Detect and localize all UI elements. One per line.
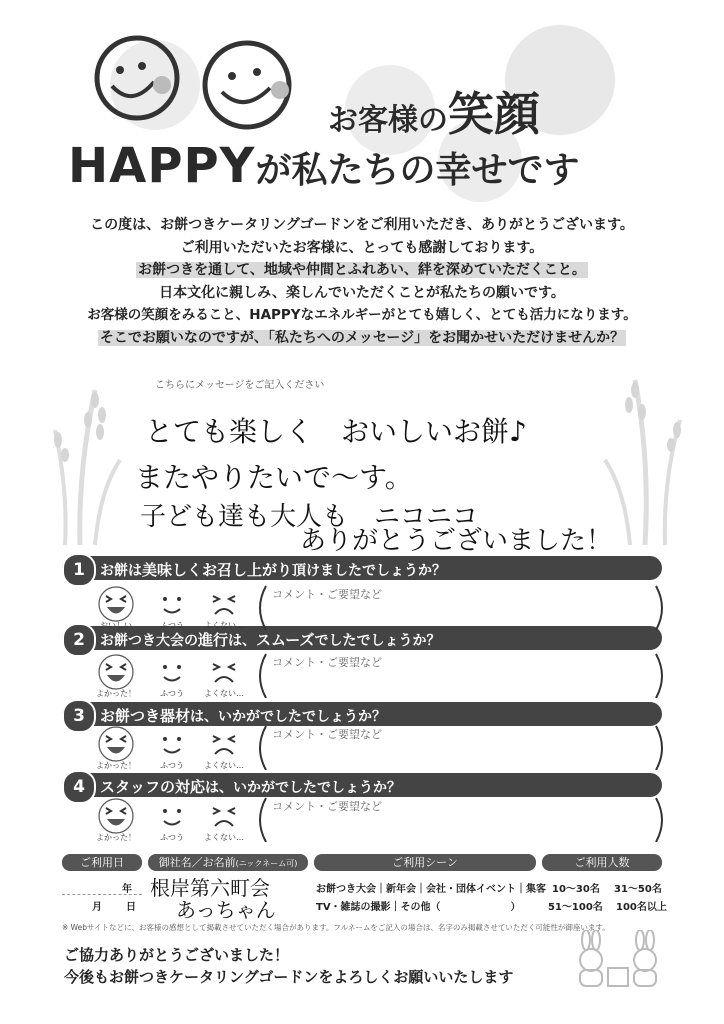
face-label: よくない…: [204, 689, 244, 698]
q1-post: 頂けましたでしょうか？: [292, 563, 447, 579]
question-1-bar: [62, 556, 662, 580]
question-1-number: 1: [62, 553, 96, 587]
day-label: 日: [126, 902, 136, 913]
count-option-4[interactable]: 100名以上: [616, 902, 667, 913]
intro-line-1: この度は、お餅つきケータリングゴードンをご利用いただき、ありがとうございます。: [90, 217, 634, 233]
date-field-line: [62, 894, 142, 895]
q3-post: は、いかがでしたでしょうか？: [190, 709, 387, 725]
title-happy: HAPPY: [68, 138, 256, 194]
face-label: ふつう: [160, 689, 184, 698]
scene-head: ご利用シーン: [314, 854, 536, 871]
q1-pre: お餅は: [100, 563, 142, 579]
q2-bold: 進行: [198, 631, 229, 649]
message-line-3[interactable]: 子ども達も大人も ニコニコ: [140, 502, 479, 532]
thanks-line-2: 今後もお餅つきケータリングゴードンをよろしくお願いいたします: [64, 968, 514, 986]
sad-face-icon[interactable]: [204, 724, 244, 764]
smile-face-icon[interactable]: [96, 584, 136, 624]
q4-pre: スタッフの対応: [100, 778, 206, 796]
q1-bold: 美味しくお召し上がり: [142, 561, 293, 579]
comment-label: コメント・ご要望など: [272, 728, 382, 741]
face-label: おいしい: [100, 621, 132, 630]
intro-line-4: 日本文化に親しみ、楽しんでいただくことが私たちの願いです。: [159, 284, 565, 301]
question-2-number: 2: [62, 623, 96, 657]
q2-mid: は、: [228, 633, 257, 649]
intro-line-6-text: そこでお願いなのですが、「私たちへのメッセージ」をお聞かせいただけませんか？: [99, 329, 625, 346]
scene-options-1[interactable]: お餅つき大会｜新年会｜会社・団体イベント｜集客: [316, 884, 546, 895]
name-head: [148, 854, 308, 871]
smiley-logo-icon: [92, 30, 322, 130]
smile-face-icon[interactable]: [96, 652, 136, 692]
title-line2: [68, 138, 579, 194]
face-label: よくない…: [204, 833, 244, 842]
face-label: ふつう: [160, 761, 184, 770]
face-label: よくない…: [204, 761, 244, 770]
smile-face-icon[interactable]: [96, 796, 136, 836]
q4-post: は、いかがでしたでしょうか？: [205, 780, 402, 796]
face-label: よくない…: [204, 621, 244, 630]
scene-options-2[interactable]: TV・雑誌の撮影｜その他（ ）: [316, 902, 521, 913]
question-3-number: 3: [62, 699, 96, 733]
message-line-2[interactable]: またやりたいで〜す。: [135, 461, 413, 494]
face-label: ふつう: [160, 833, 184, 842]
face-label: ふつう: [160, 621, 184, 630]
face-label: よかった！: [96, 833, 136, 842]
title-big: 笑顔: [448, 87, 540, 141]
count-head: ご利用人数: [542, 854, 662, 871]
intro-line-5: お客様の笑顔をみること、HAPPYなエネルギーがとても嬉しく、とても活力になります。: [87, 307, 637, 323]
question-1-text: [100, 559, 446, 580]
name-handwritten-1[interactable]: 根岸第六町会: [150, 876, 270, 900]
name-head-text: 御社名／お名前: [158, 856, 236, 869]
title-prefix: お客様の: [328, 103, 448, 138]
thanks-line-1: ご協力ありがとうございました！: [64, 946, 290, 964]
comment-label: コメント・ご要望など: [272, 800, 382, 813]
intro-line-6: [20, 327, 704, 350]
intro-text: [20, 214, 704, 349]
comment-label: コメント・ご要望など: [272, 656, 382, 669]
sad-face-icon[interactable]: [204, 652, 244, 692]
count-option-1[interactable]: 10〜30名: [552, 884, 600, 895]
neutral-face-icon[interactable]: [152, 652, 192, 692]
intro-line-3: [20, 259, 704, 282]
q3-pre: お餅つき器材: [100, 707, 191, 725]
sad-face-icon[interactable]: [204, 584, 244, 624]
month-label: 月: [92, 902, 102, 913]
question-2-text: [100, 629, 441, 650]
sad-face-icon[interactable]: [204, 796, 244, 836]
disclaimer: ※ Webサイトなどに、お客様の感想として掲載させていただく場合があります。フルネームをご記入の場合は、名字のみ掲載させていただく可能性が御座います。: [62, 923, 610, 932]
title-line1: [328, 78, 540, 144]
message-line-4[interactable]: ありがとうございました！: [300, 526, 613, 556]
message-prompt: こちらにメッセージをご記入ください: [155, 380, 325, 391]
neutral-face-icon[interactable]: [152, 584, 192, 624]
count-option-2[interactable]: 31〜50名: [614, 884, 662, 895]
year-label: 年: [122, 884, 132, 895]
q2-pre: お餅つき大会の: [100, 633, 198, 649]
q2-bold2: スムーズ: [256, 631, 315, 649]
rice-plant-left-icon: [40, 370, 130, 550]
intro-line-3-text: お餅つきを通して、地域や仲間とふれあい、絆を深めていただくこと。: [138, 262, 586, 278]
face-label: よかった！: [96, 689, 136, 698]
date-head: ご利用日: [62, 854, 142, 871]
intro-line-2: ご利用いただいたお客様に、とっても感謝しております。: [180, 239, 544, 256]
face-label: よかった！: [96, 761, 136, 770]
comment-label: コメント・ご要望など: [272, 588, 382, 601]
name-head-note: (ニックネーム可): [235, 859, 298, 868]
count-option-3[interactable]: 51〜100名: [548, 902, 603, 913]
title-rest: が私たちの幸せです: [255, 150, 580, 191]
message-line-1[interactable]: とても楽しく おいしいお餅♪: [145, 415, 527, 448]
q2-post: でしたでしょうか？: [314, 633, 441, 649]
name-handwritten-2[interactable]: あっちゃん: [176, 898, 276, 922]
question-4-number: 4: [62, 770, 96, 804]
neutral-face-icon[interactable]: [152, 724, 192, 764]
rabbit-mochi-icon: [568, 930, 668, 990]
smile-face-icon[interactable]: [96, 724, 136, 764]
neutral-face-icon[interactable]: [152, 796, 192, 836]
